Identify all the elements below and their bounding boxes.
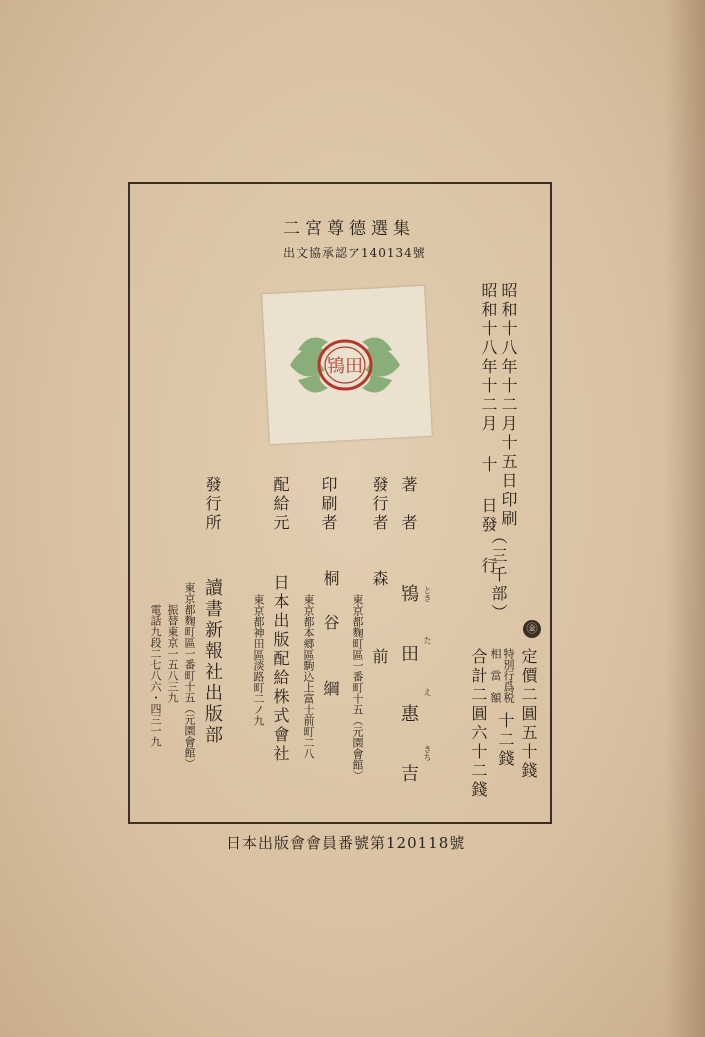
price: 定價二圓五十錢 bbox=[519, 648, 538, 781]
publisher-label: 發行者 bbox=[370, 476, 389, 533]
print-date: 昭和十八年十二月十五日印刷 bbox=[499, 282, 518, 529]
author-name: 鴇 田 惠 吉 bbox=[398, 584, 419, 794]
distributor-name: 日本出版配給株式會社 bbox=[271, 574, 290, 764]
issue-date: 昭和十八年十二月 十 日發 行 bbox=[479, 282, 498, 576]
copies-count: （三千部） bbox=[489, 528, 508, 623]
publisher-name: 森 前 bbox=[370, 570, 389, 674]
seal-text: 鴇田 bbox=[327, 356, 363, 377]
printer-address: 東京都本郷區駒込上富士前町二八 bbox=[302, 594, 315, 759]
printer-name: 桐 谷 綱 bbox=[321, 570, 340, 702]
permit-number: 出文協承認ア140134號 bbox=[283, 246, 426, 260]
author-ruby-3: え bbox=[423, 688, 432, 696]
tax-amount: 十二錢 bbox=[496, 712, 515, 769]
author-ruby-2: た bbox=[423, 636, 432, 644]
author-seal bbox=[280, 320, 410, 410]
transfer-account: 振替東京一五八三九 bbox=[166, 604, 179, 703]
total-price: 合計二圓六十二錢 bbox=[469, 648, 488, 800]
author-ruby-1: とき bbox=[423, 586, 432, 602]
spine-shadow bbox=[665, 0, 705, 1037]
author-label: 著 者 bbox=[399, 476, 418, 533]
tax-label-2: 相 當 額 bbox=[489, 648, 502, 703]
phone-number: 電話九段二七八六・四三一九 bbox=[149, 604, 162, 747]
book-title: 二宮尊德選集 bbox=[283, 219, 415, 239]
distributor-address: 東京都神田區淡路町二ノ九 bbox=[252, 594, 265, 726]
tax-label-1: 特別行爲税 bbox=[502, 648, 515, 703]
printer-label: 印刷者 bbox=[319, 476, 338, 533]
publishing-house-name: 讀書新報社出版部 bbox=[202, 578, 223, 746]
distributor-label: 配給元 bbox=[271, 476, 290, 533]
author-ruby-4: きち bbox=[423, 745, 432, 761]
publishing-house-address: 東京都麴町區一番町十五（元園會館） bbox=[183, 582, 196, 769]
seal-emblem-icon bbox=[280, 320, 410, 410]
association-number: 日本出版會會員番號第120118號 bbox=[226, 834, 466, 852]
publisher-address: 東京都麴町區一番町十五（元園會館） bbox=[351, 594, 364, 781]
publishing-house-label: 發行所 bbox=[203, 476, 222, 533]
price-mark: ㊎ bbox=[523, 620, 541, 638]
